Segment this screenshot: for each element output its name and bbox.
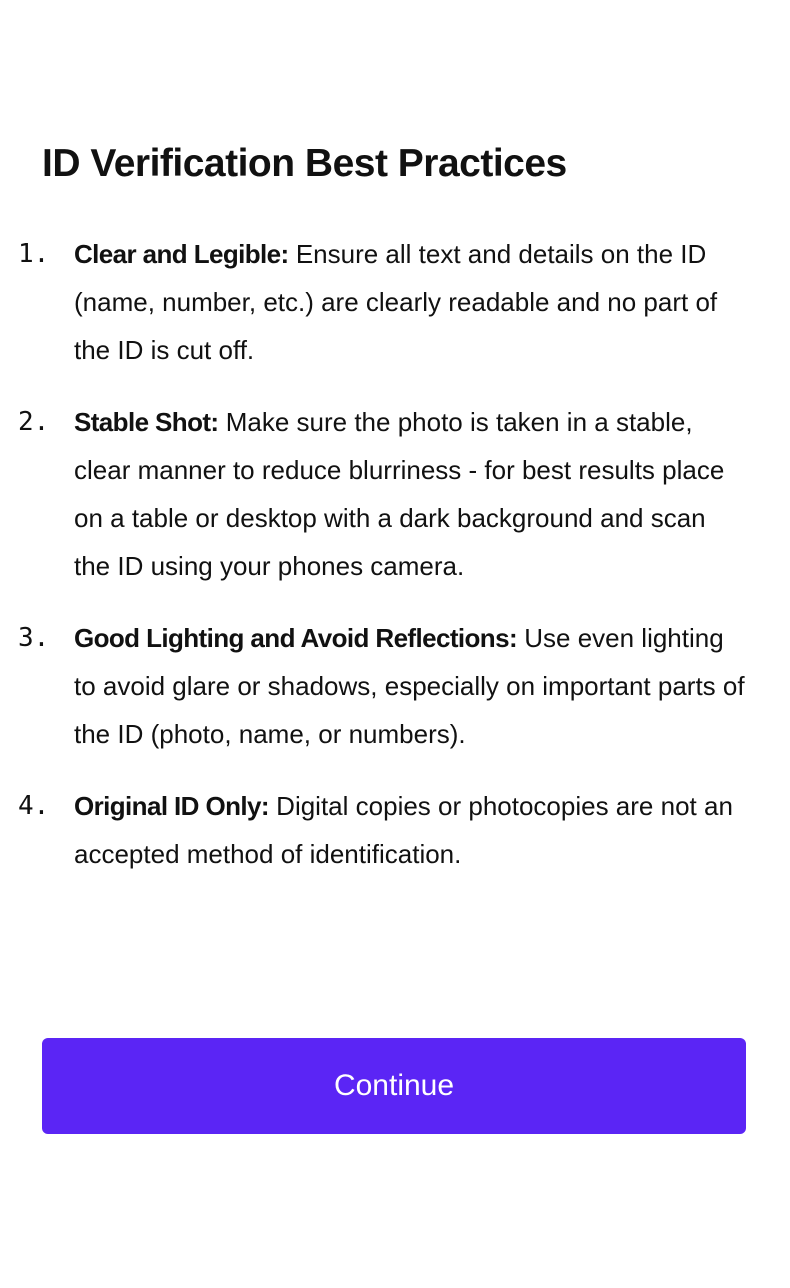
practice-number: 1.	[18, 239, 50, 269]
practice-text: Use even lighting to avoid glare or shadows, especially on important parts of the ID (photo, name, or numbers).	[74, 623, 745, 749]
practice-text: Digital copies or photocopies are not an accepted method of identification.	[74, 791, 733, 869]
practice-heading: Stable Shot:	[74, 407, 219, 437]
practice-item-clear-legible	[0, 230, 790, 374]
practice-heading: Original ID Only:	[74, 791, 269, 821]
practice-item-stable-shot	[0, 398, 790, 590]
continue-button[interactable]: Continue	[42, 1038, 746, 1134]
practice-number: 3.	[18, 623, 50, 653]
practice-text: Ensure all text and details on the ID (name, number, etc.) are clearly readable and no part of the ID is cut off.	[74, 239, 718, 365]
practice-heading: Clear and Legible:	[74, 239, 289, 269]
practice-item-good-lighting	[0, 614, 790, 758]
practice-heading: Good Lighting and Avoid Reflections:	[74, 623, 517, 653]
practice-number: 4.	[18, 791, 50, 821]
practice-text: Make sure the photo is taken in a stable, clear manner to reduce blurriness - for best results place on a table or desktop with a dark background and scan the ID using your phones camera.	[74, 407, 725, 581]
practice-item-original-id	[0, 782, 790, 878]
practices-list	[0, 230, 790, 902]
practice-number: 2.	[18, 407, 50, 437]
page-title: ID Verification Best Practices	[42, 142, 567, 185]
